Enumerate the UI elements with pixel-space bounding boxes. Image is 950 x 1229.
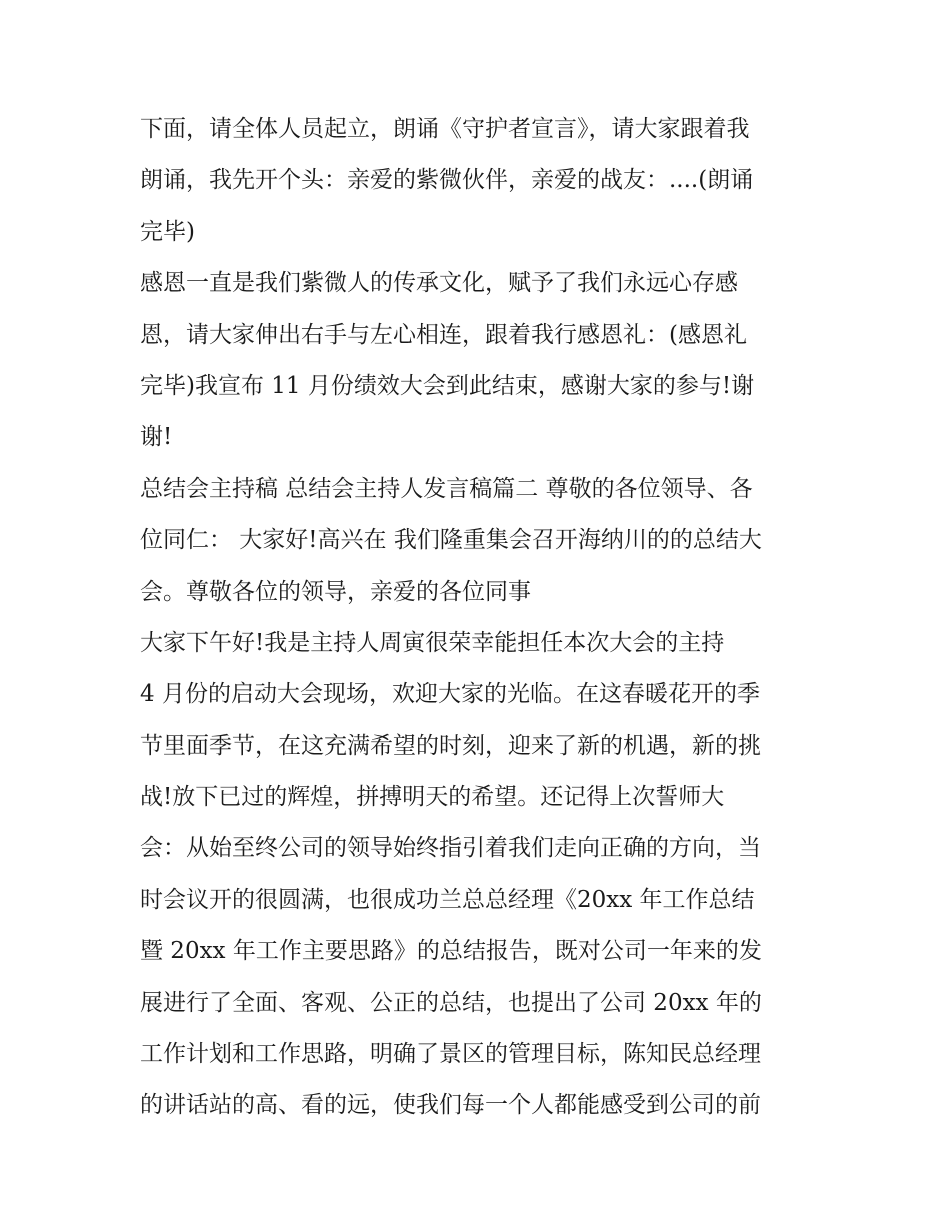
text-line: 战!放下已过的辉煌，拼搏明天的希望。还记得上次誓师大 xyxy=(140,784,725,811)
text-line: 恩，请大家伸出右手与左心相连，跟着我行感恩礼：(感恩礼 xyxy=(140,321,747,348)
text-line: 的讲话站的高、看的远，使我们每一个人都能感受到公司的前 xyxy=(140,1092,761,1119)
text-line: 4 月份的启动大会现场，欢迎大家的光临。在这春暖花开的季 xyxy=(140,681,760,708)
text-line: 完毕) xyxy=(140,218,195,245)
text-line: 暨 20xx 年工作主要思路》的总结报告，既对公司一年来的发 xyxy=(140,938,762,965)
text-line: 谢! xyxy=(140,424,173,451)
text-line: 会。尊敬各位的领导，亲爱的各位同事 xyxy=(140,578,531,605)
text-line: 下面，请全体人员起立，朗诵《守护者宣言》，请大家跟着我 xyxy=(140,116,750,142)
text-line: 完毕)我宣布 11 月份绩效大会到此结束，感谢大家的参与!谢 xyxy=(140,372,755,399)
text-line: 朗诵，我先开个头：亲爱的紫微伙伴，亲爱的战友：....(朗诵 xyxy=(140,167,754,194)
text-line: 总结会主持稿 总结会主持人发言稿篇二 尊敬的各位领导、各 xyxy=(140,475,753,502)
text-line: 时会议开的很圆满，也很成功兰总总经理《20xx 年工作总结 xyxy=(140,886,755,913)
text-line: 会：从始至终公司的领导始终指引着我们走向正确的方向，当 xyxy=(140,835,761,862)
text-line: 工作计划和工作思路，明确了景区的管理目标，陈知民总经理 xyxy=(140,1041,761,1068)
text-line: 展进行了全面、客观、公正的总结，也提出了公司 20xx 年的 xyxy=(140,989,762,1016)
document-body xyxy=(140,104,820,1132)
text-line: 位同仁： 大家好!高兴在 我们隆重集会召开海纳川的的总结大 xyxy=(140,527,762,554)
text-line: 节里面季节，在这充满希望的时刻，迎来了新的机遇，新的挑 xyxy=(140,732,761,759)
text-line: 大家下午好!我是主持人周寅很荣幸能担任本次大会的主持 xyxy=(140,629,725,656)
text-line: 感恩一直是我们紫微人的传承文化，赋予了我们永远心存感 xyxy=(140,270,738,297)
